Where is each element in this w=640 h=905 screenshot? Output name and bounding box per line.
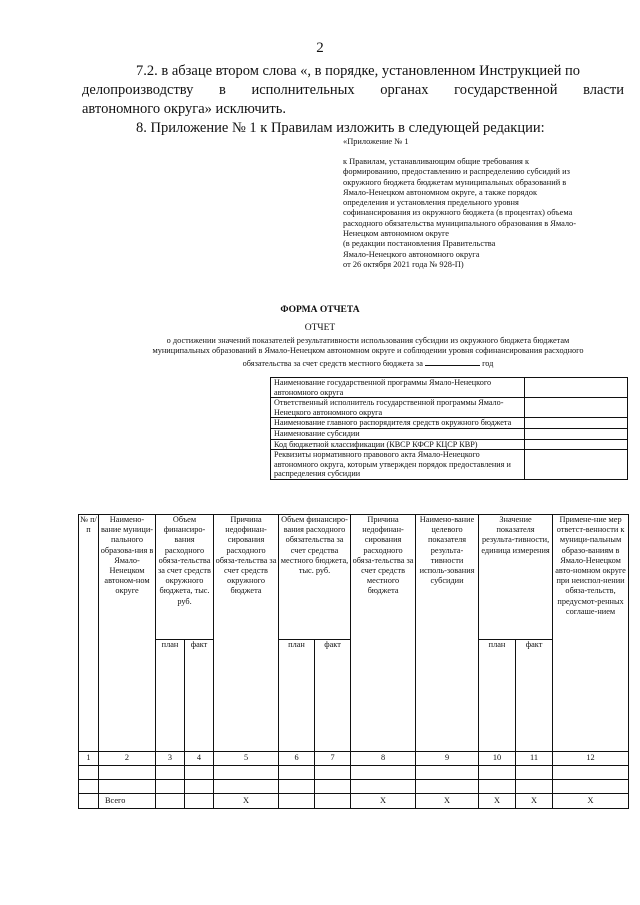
report-desc-line3-end: год bbox=[482, 358, 494, 368]
total-cell bbox=[315, 794, 351, 809]
column-number: 3 bbox=[156, 752, 185, 766]
header-volume-local: Объем финансиро-вания расходного обязательства за счет средства местного бюджета, тыс. руб. bbox=[279, 515, 351, 640]
report-desc-line3-start: обязательства за счет средств местного бюджета за bbox=[242, 358, 423, 368]
column-number: 10 bbox=[479, 752, 516, 766]
column-number: 12 bbox=[553, 752, 629, 766]
info-label: Ответственный исполнитель государственной программы Ямало-Ненецкого автономного округа bbox=[271, 398, 525, 418]
form-title: ФОРМА ОТЧЕТА bbox=[280, 305, 360, 315]
info-row bbox=[271, 418, 628, 429]
total-cell bbox=[156, 794, 185, 809]
header-reason-local: Причина недофинан-сирования расходного обяза-тельства за счет средств местного бюджета bbox=[351, 515, 416, 752]
info-row bbox=[271, 428, 628, 439]
header-fact: факт bbox=[185, 640, 214, 752]
column-numbers-row bbox=[79, 752, 629, 766]
total-label: Всего bbox=[99, 794, 156, 809]
info-value bbox=[525, 378, 628, 398]
header-num: № п/п bbox=[79, 515, 99, 752]
report-desc-line3 bbox=[108, 357, 628, 369]
annex-description bbox=[343, 157, 628, 270]
annex-title: «Приложение № 1 bbox=[343, 137, 409, 146]
total-cell bbox=[279, 794, 315, 809]
header-volume-district: Объем финансиро-вания расходного обяза-тельства за счет средств окружного бюджета, тыс. руб. bbox=[156, 515, 214, 640]
column-number: 4 bbox=[185, 752, 214, 766]
total-cell: Х bbox=[214, 794, 279, 809]
annex-line: Ямало-Ненецкого автономного округа bbox=[343, 249, 480, 259]
table-row bbox=[79, 780, 629, 794]
annex-line: Ненецком автономном округе bbox=[343, 229, 449, 239]
column-number: 8 bbox=[351, 752, 416, 766]
info-row bbox=[271, 398, 628, 418]
annex-line: окружного бюджета бюджетам муниципальных образований в bbox=[343, 177, 567, 187]
paragraph-7-2-line3: автономного округа» исключить. bbox=[82, 101, 286, 117]
report-desc-line2: муниципальных образований в Ямало-Ненецком автономном округе и соблюдении уровня софинансирования расходного bbox=[152, 346, 584, 356]
info-label: Наименование государственной программы Ямало-Ненецкого автономного округа bbox=[271, 378, 525, 398]
total-cell: Х bbox=[553, 794, 629, 809]
paragraph-7-2 bbox=[82, 62, 624, 119]
column-number: 7 bbox=[315, 752, 351, 766]
info-value bbox=[525, 450, 628, 480]
annex-line: формированию, предоставлению и распределению субсидий из bbox=[343, 167, 570, 177]
annex-line: софинансирования из окружного бюджета (в процентах) объема bbox=[343, 208, 573, 218]
column-number: 2 bbox=[99, 752, 156, 766]
header-plan: план bbox=[279, 640, 315, 752]
report-description bbox=[108, 336, 628, 369]
page-number: 2 bbox=[316, 40, 324, 56]
report-desc-line1: о достижении значений показателей результативности использования субсидии из окружного бюджета бюджетам bbox=[166, 336, 570, 345]
total-row bbox=[79, 794, 629, 809]
header-indicator-name: Наимено-вание целевого показателя результа-тивности исполь-зования субсидии bbox=[416, 515, 479, 752]
info-table bbox=[270, 377, 628, 480]
annex-line: от 26 октября 2021 года № 928-П) bbox=[343, 259, 464, 269]
total-cell: Х bbox=[416, 794, 479, 809]
column-number: 1 bbox=[79, 752, 99, 766]
table-row bbox=[79, 766, 629, 780]
info-label: Наименование субсидии bbox=[271, 428, 525, 439]
total-cell: Х bbox=[479, 794, 516, 809]
info-value bbox=[525, 418, 628, 429]
header-reason-district: Причина недофинан-сирования расходного обяза-тельства за счет средств окружного бюджета bbox=[214, 515, 279, 752]
info-row bbox=[271, 450, 628, 480]
annex-line: к Правилам, устанавливающим общие требования к bbox=[343, 157, 530, 166]
info-row bbox=[271, 378, 628, 398]
paragraph-7-2-line1: 7.2. в абзаце втором слова «, в порядке, установленном Инструкцией по bbox=[136, 63, 580, 79]
header-plan: план bbox=[156, 640, 185, 752]
header-municipality: Наимено-вание муници-пального образова-ния в Ямало-Ненецком автоном-ном округе bbox=[99, 515, 156, 752]
column-number: 5 bbox=[214, 752, 279, 766]
header-fact: факт bbox=[516, 640, 553, 752]
annex-line: Ямало-Ненецком автономном округе, а также порядок bbox=[343, 187, 538, 197]
total-cell: Х bbox=[351, 794, 416, 809]
info-value bbox=[525, 428, 628, 439]
info-row bbox=[271, 439, 628, 450]
column-number: 11 bbox=[516, 752, 553, 766]
info-value bbox=[525, 398, 628, 418]
table-header-row bbox=[79, 515, 629, 640]
year-blank-field[interactable] bbox=[425, 357, 480, 366]
report-table bbox=[78, 514, 629, 809]
total-cell bbox=[79, 794, 99, 809]
header-plan: план bbox=[479, 640, 516, 752]
annex-line: (в редакции постановления Правительства bbox=[343, 239, 496, 249]
info-value bbox=[525, 439, 628, 450]
info-label: Реквизиты нормативного правового акта Ямало-Ненецкого автономного округа, которым утвержден порядок предоставления и распределения субсидии bbox=[271, 450, 525, 480]
header-indicator-value: Значение показателя результа-тивности, единица измерения bbox=[479, 515, 553, 640]
paragraph-8: 8. Приложение № 1 к Правилам изложить в следующей редакции: bbox=[136, 120, 545, 136]
column-number: 9 bbox=[416, 752, 479, 766]
header-measures: Примене-ние мер ответст-венности к муници-пальным образо-ваниям в Ямало-Ненецком авто-номном округе при неиспол-нении обяза-тельств, предусмот-ренных соглаше-нием bbox=[553, 515, 629, 752]
paragraph-7-2-line2: делопроизводству в исполнительных органах государственной власти bbox=[82, 82, 624, 98]
header-fact: факт bbox=[315, 640, 351, 752]
report-title: ОТЧЕТ bbox=[304, 323, 336, 333]
total-cell: Х bbox=[516, 794, 553, 809]
total-cell bbox=[185, 794, 214, 809]
info-label: Код бюджетной классификации (КВСР КФСР КЦСР КВР) bbox=[271, 439, 525, 450]
info-label: Наименование главного распорядителя средств окружного бюджета bbox=[271, 418, 525, 429]
column-number: 6 bbox=[279, 752, 315, 766]
annex-line: расходного обязательства муниципального образования в Ямало- bbox=[343, 218, 577, 228]
annex-line: определения и установления предельного уровня bbox=[343, 198, 519, 208]
